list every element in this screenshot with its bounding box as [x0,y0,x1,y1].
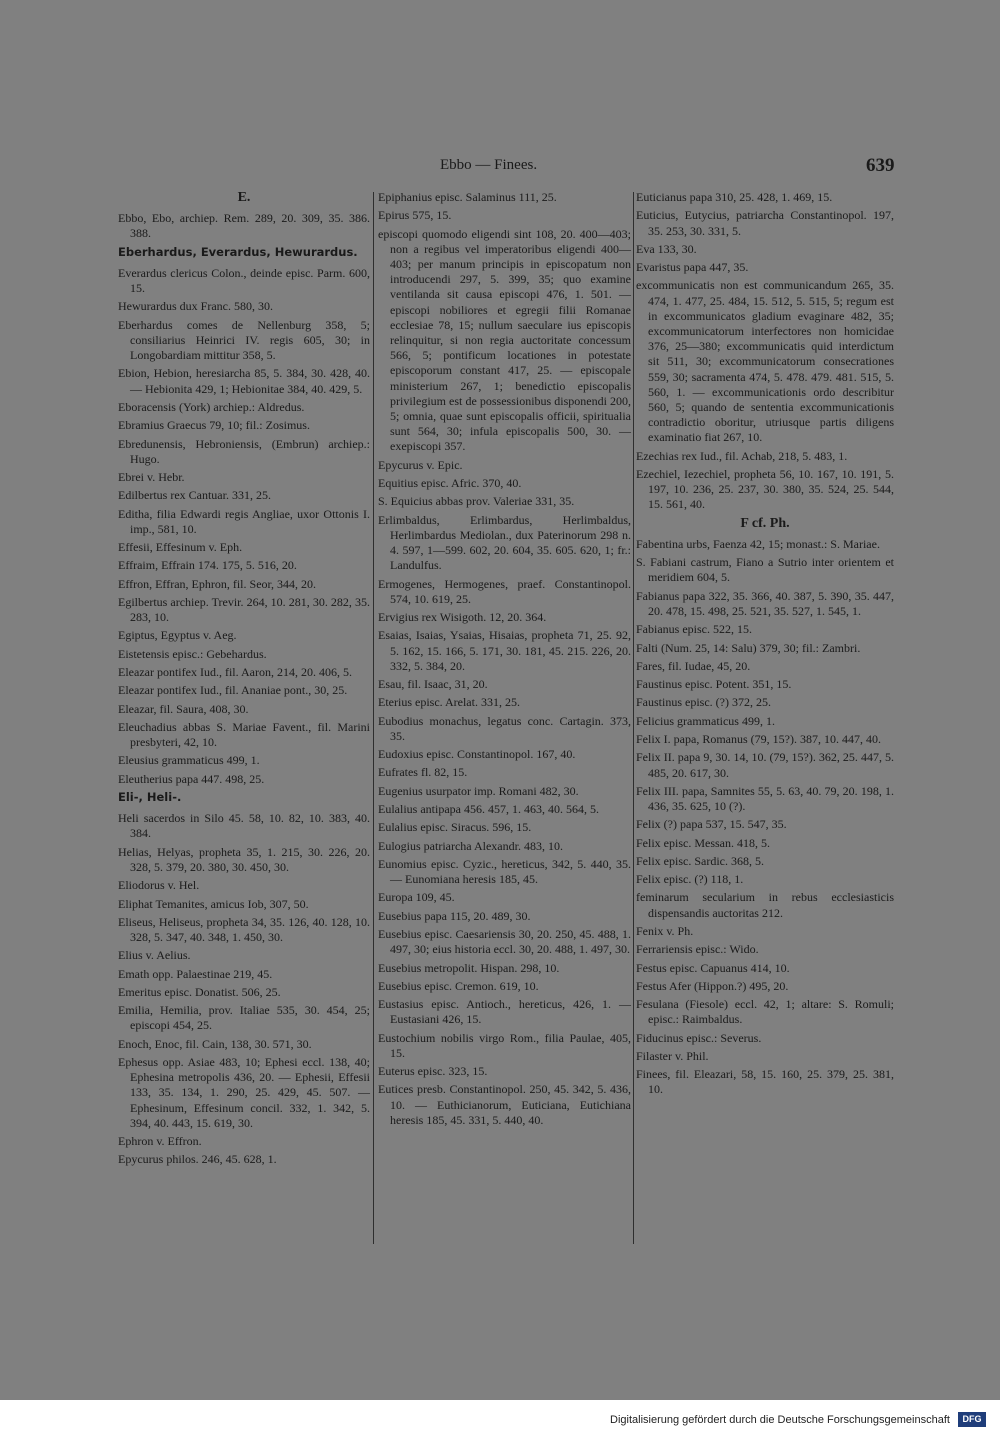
index-entry: Evaristus papa 447, 35. [636,260,749,275]
index-entry: Emilia, Hemilia, prov. Italiae 535, 30. 454, 25; episcopi 454, 25. [118,1003,370,1033]
index-entry: Eutices presb. Constantinopol. 250, 45. 342, 5. 436, 10. — Euthicianorum, Euticiana, Eutichiana heresis 185, 45. 331, 5. 440, 40. [378,1082,631,1127]
index-entry: Felix episc. Sardic. 368, 5. [636,853,764,868]
index-entry: Ebbo, Ebo, archiep. Rem. 289, 20. 309, 35. 386. 388. [118,211,370,241]
index-entry: Eusebius papa 115, 20. 489, 30. [378,908,531,923]
index-entry: Euterus episc. 323, 15. [378,1064,488,1079]
index-column-3 [636,190,894,1101]
index-entry: Ebramius Graecus 79, 10; fil.: Zosimus. [118,418,310,433]
letter-heading: F cf. Ph. [740,515,790,531]
index-entry: Eustasius episc. Antioch., hereticus, 426, 1. — Eustasiani 426, 15. [378,997,631,1027]
index-entry: Eva 133, 30. [636,241,697,256]
index-entry: Ebrei v. Hebr. [118,470,185,484]
index-entry: Felix (?) papa 537, 15. 547, 35. [636,817,787,832]
index-entry: Eleazar, fil. Saura, 408, 30. [118,701,249,716]
index-entry: Epirus 575, 15. [378,208,452,223]
index-entry: feminarum secularium in rebus ecclesiasticis dispensandis auctoritas 212. [636,890,894,920]
page-number: 639 [866,155,895,176]
dfg-logo: DFG [958,1412,986,1427]
index-entry: Fiducinus episc.: Severus. [636,1030,762,1045]
index-entry: Eugenius usurpator imp. Romani 482, 30. [378,783,579,798]
index-entry: Fabianus episc. 522, 15. [636,622,752,637]
index-entry: Egiptus, Egyptus v. Aeg. [118,628,237,643]
index-entry: Ferrariensis episc.: Wido. [636,942,759,957]
index-entry: Eufrates fl. 82, 15. [378,765,468,780]
index-entry: Eusebius metropolit. Hispan. 298, 10. [378,960,560,975]
index-entry: Erlimbaldus, Erlimbardus, Herlimbaldus, Herlimbardus Mediolan., dux Paterinorum 298 n. 4. 597, 1—599. 602, 20. 604, 35. 605. 620, 1; fr.: Landulfus. [378,512,631,573]
index-entry: Everardus clericus Colon., deinde episc. Parm. 600, 15. [118,265,370,296]
index-entry: excommunicatis non est communicandum 265, 35. 474, 1. 477, 25. 484, 15. 512, 5. 515, 5; regum est in excommunicatos gladium evaginare 482, 35; excommunicatorum interfectores non homicidae 376, 25—380; excommunicatis quid interdictum sit 511, 30; excommunicatorum consecrationes 559, 30; sacramenta 474, 5. 478. 479. 481. 515, 5. 560, 1. — excommunicationis ordo describitur 560, 5; quando de sententia excommunicationis contradictio oboritur, utriusque partis diligens examinatio fiat 267, 10. [636,278,894,445]
index-entry: Ermogenes, Hermogenes, praef. Constantinopol. 574, 10. 619, 25. [378,576,631,606]
index-entry: Ephesus opp. Asiae 483, 10; Ephesi eccl. 138, 40; Ephesina metropolis 436, 20. — Ephesii, Effesii 133, 35. 134, 1. 290, 25. 429, 45. 507. — Ephesinum, Effesinum concil. 332, 1. 342, 5. 394, 40. 443, 15. 619, 30. [118,1055,370,1130]
index-entry: Ezechiel, Iezechiel, propheta 56, 10. 167, 10. 191, 5. 197, 10. 236, 25. 237, 30. 380, 35. 524, 25. 544, 15. 561, 40. [636,467,894,512]
index-entry: Felix III. papa, Samnites 55, 5. 63, 40. 79, 20. 198, 1. 436, 35. 625, 10 (?). [636,783,894,813]
index-entry: Fesulana (Fiesole) eccl. 42, 1; altare: S. Romuli; episc.: Raimbaldus. [636,997,894,1027]
index-entry: Eliphat Temanites, amicus Iob, 307, 50. [118,896,309,911]
index-entry: Edilbertus rex Cantuar. 331, 25. [118,488,271,503]
index-entry: Ebion, Hebion, heresiarcha 85, 5. 384, 30. 428, 40. — Hebionita 429, 1; Hebionitae 384, 40. 429, 5. [118,366,370,396]
index-entry: Epycurus v. Epic. [378,457,463,472]
index-entry: Eterius episc. Arelat. 331, 25. [378,695,520,710]
index-entry: Eustochium nobilis virgo Rom., filia Paulae, 405, 15. [378,1030,631,1060]
index-entry: Eudoxius episc. Constantinopol. 167, 40. [378,747,576,762]
index-entry: Euticius, Eutycius, patriarcha Constantinopol. 197, 35. 253, 30. 331, 5. [636,208,894,238]
index-entry: Egilbertus archiep. Trevir. 264, 10. 281, 30. 282, 35. 283, 10. [118,594,370,625]
index-entry: Eunomius episc. Cyzic., hereticus, 342, 5. 440, 35. — Eunomiana heresis 185, 45. [378,856,631,887]
index-entry: S. Fabiani castrum, Fiano a Sutrio inter orientem et meridiem 604, 5. [636,555,894,585]
index-entry: Esaias, Isaias, Ysaias, Hisaias, propheta 71, 25. 92, 5. 162, 15. 166, 5. 171, 30. 181, 45. 215. 226, 20. 332, 5. 384, 20. [378,628,631,673]
index-entry: Eistetensis episc.: Gebehardus. [118,646,267,661]
index-entry: Hewurardus dux Franc. 580, 30. [118,299,273,314]
index-entry: Festus Afer (Hippon.?) 495, 20. [636,978,789,993]
index-entry: Equitius episc. Afric. 370, 40. [378,476,522,491]
index-entry: Epiphanius episc. Salaminus 111, 25. [378,190,557,204]
index-entry: Esau, fil. Isaac, 31, 20. [378,677,488,692]
index-column-2 [378,190,631,1131]
index-entry: Eulalius antipapa 456. 457, 1. 463, 40. 564, 5. [378,802,599,817]
index-column-1 [118,190,370,1171]
index-entry: Falti (Num. 25, 14: Salu) 379, 30; fil.: Zambri. [636,640,861,655]
section-heading: Eberhardus, Everardus, Hewurardus. [118,244,358,259]
index-entry: Eusebius episc. Cremon. 619, 10. [378,978,539,993]
index-entry: Fabianus papa 322, 35. 366, 40. 387, 5. 390, 35. 447, 20. 478, 15. 498, 25. 521, 35. 527, 1. 545, 1. [636,588,894,618]
index-entry: Eliseus, Heliseus, propheta 34, 35. 126, 40. 128, 10. 328, 5. 347, 40. 348, 1. 450, 30. [118,914,370,945]
index-entry: Editha, filia Edwardi regis Angliae, uxor Ottonis I. imp., 581, 10. [118,506,370,536]
index-entry: Eleutherius papa 447. 498, 25. [118,771,265,786]
index-entry: Finees, fil. Eleazari, 58, 15. 160, 25. 379, 25. 381, 10. [636,1067,894,1097]
index-entry: Felix episc. Messan. 418, 5. [636,835,770,850]
index-entry: Faustinus episc. (?) 372, 25. [636,695,771,710]
index-entry: Effron, Effran, Ephron, fil. Seor, 344, 20. [118,576,317,591]
index-entry: Faustinus episc. Potent. 351, 15. [636,677,792,692]
letter-heading: E. [237,190,251,205]
index-entry: Ervigius rex Wisigoth. 12, 20. 364. [378,610,547,625]
index-entry: Eleazar pontifex Iud., fil. Aaron, 214, 20. 406, 5. [118,665,352,680]
index-entry: Felix episc. (?) 118, 1. [636,872,744,887]
index-entry: Felix I. papa, Romanus (79, 15?). 387, 10. 447, 40. [636,732,881,746]
index-entry: Emath opp. Palaestinae 219, 45. [118,966,273,981]
index-entry: Fares, fil. Iudae, 45, 20. [636,658,751,673]
index-entry: Euticianus papa 310, 25. 428, 1. 469, 15. [636,190,833,204]
index-entry: Emeritus episc. Donatist. 506, 25. [118,984,281,999]
index-entry: Felix II. papa 9, 30. 14, 10. (79, 15?). 362, 25. 447, 5. 485, 20. 617, 30. [636,750,894,780]
index-entry: Felicius grammaticus 499, 1. [636,713,775,728]
index-entry: Heli sacerdos in Silo 45. 58, 10. 82, 10. 383, 40. 384. [118,811,370,841]
index-entry: Eberhardus comes de Nellenburg 358, 5; consiliarius Heinrici IV. regis 605, 30; in Longobardiam mittitur 358, 5. [118,317,370,363]
index-entry: episcopi quomodo eligendi sint 108, 20. 400—403; non a regibus vel imperatoribus eligendi 400—403; per manum principis in episcopatum non introducendi 297, 5. 399, 35; quo examine ventilanda sit causa episcopi 476, 1. 501. — episcopi nobiliores et egregii filii Romanae ecclesiae 78, 15; nullum saeculare ius episcopis relinquitur, si non regia auctoritate concessum 566, 5; pontificum locationes in potestate episcoporum constant 417, 25. — episcopale ministerium 267, 1; benedictio episcopalis privilegium est de possessionibus disponendi 200, 5; omnia, quae sunt episcopalis officii, spiritualia sunt 564, 30; infula episcopalis 500, 30. — exepiscopi 357. [378,226,631,454]
column-divider [373,192,374,1244]
index-entry: Epycurus philos. 246, 45. 628, 1. [118,1152,277,1167]
index-entry: Effraim, Effrain 174. 175, 5. 516, 20. [118,558,297,573]
index-entry: Eulogius patriarcha Alexandr. 483, 10. [378,838,563,853]
index-entry: Elius v. Aelius. [118,948,191,963]
digitization-credit: Digitalisierung gefördert durch die Deutsche Forschungsgemeinschaft [610,1414,950,1426]
index-entry: Enoch, Enoc, fil. Cain, 138, 30. 571, 30. [118,1036,312,1051]
index-entry: S. Equicius abbas prov. Valeriae 331, 35. [378,494,575,509]
index-entry: Eleazar pontifex Iud., fil. Ananiae pont., 30, 25. [118,683,348,698]
index-entry: Helias, Helyas, propheta 35, 1. 215, 30. 226, 20. 328, 5. 379, 20. 380, 30. 450, 30. [118,844,370,874]
index-entry: Effesii, Effesinum v. Eph. [118,540,243,555]
index-entry: Ebredunensis, Hebroniensis, (Embrun) archiep.: Hugo. [118,436,370,466]
index-entry: Eubodius monachus, legatus conc. Cartagin. 373, 35. [378,713,631,743]
index-entry: Eboracensis (York) archiep.: Aldredus. [118,399,305,414]
index-entry: Eleusius grammaticus 499, 1. [118,753,260,768]
index-entry: Fenix v. Ph. [636,923,694,938]
index-entry: Europa 109, 45. [378,890,455,905]
index-entry: Festus episc. Capuanus 414, 10. [636,960,790,975]
index-entry: Filaster v. Phil. [636,1048,709,1063]
index-entry: Eleuchadius abbas S. Mariae Favent., fil. Marini presbyteri, 42, 10. [118,719,370,750]
index-entry: Ephron v. Effron. [118,1134,202,1149]
index-entry: Eusebius episc. Caesariensis 30, 20. 250, 45. 488, 1. 497, 30; eius historia eccl. 30, 20. 488, 1. 497, 30. [378,927,631,957]
section-heading: Eli-, Heli-. [118,790,182,805]
index-entry: Ezechias rex Iud., fil. Achab, 218, 5. 483, 1. [636,448,848,463]
index-entry: Eliodorus v. Hel. [118,878,200,893]
index-entry: Eulalius episc. Siracus. 596, 15. [378,820,532,835]
running-header: Ebbo — Finees. [440,157,538,173]
column-divider [633,192,634,1244]
index-entry: Fabentina urbs, Faenza 42, 15; monast.: S. Mariae. [636,536,880,551]
